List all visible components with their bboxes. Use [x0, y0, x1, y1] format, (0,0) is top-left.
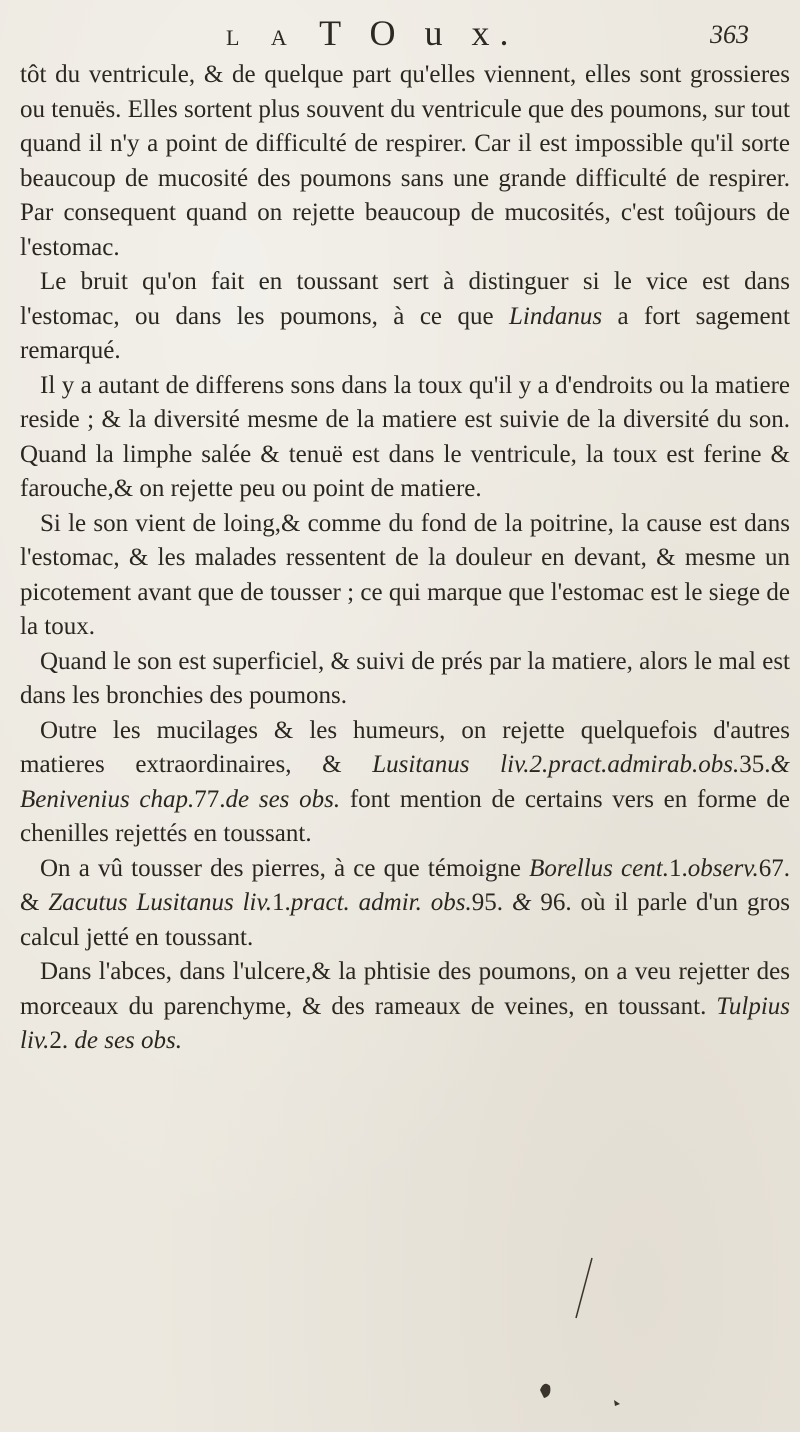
text-run: 67. & [20, 854, 790, 916]
ink-marks [530, 1240, 650, 1420]
paragraph [20, 852, 790, 956]
paragraph [20, 265, 790, 369]
italic-citation: pract. admir. obs. [290, 889, 472, 916]
running-title [226, 12, 519, 54]
italic-citation: Lusitanus liv.2.pract.admirab.obs. [372, 751, 740, 778]
italic-citation: Benivenius chap. [20, 785, 195, 813]
text-run: tôt du ventricule, & de quelque part qu'elles viennent, elles sont grossieres ou tenuës. Elles sortent plus souvent du ventricule que des poumons, sur tout quand il n'y a point de difficulté de respirer. Car il est impossible qu'il sorte beaucoup de mucosité des poumons sans une grande difficulté de respirer. Par consequent quand on rejette beaucoup de mucosités, c'est toûjours de l'estomac. [20, 61, 790, 261]
text-run: Dans l'abces, dans l'ulcere,& la phtisie des poumons, on a veu rejetter des morceaux du parenchyme, & des rameaux de veines, en toussant. [20, 958, 790, 1020]
text-run: Si le son vient de loing,& comme du fond de la poitrine, la cause est dans l'estomac, & les malades ressentent de la douleur en devant, & mesme un picotement avant que de tousser ; ce qui marque que l'estomac est le siege de la toux. [20, 509, 790, 640]
italic-citation: Lindanus [509, 302, 603, 330]
italic-citation: de ses obs. [225, 785, 341, 813]
paragraph [20, 507, 790, 645]
paragraph [20, 369, 790, 507]
text-run: 1. [668, 854, 688, 882]
italic-citation: & [511, 889, 532, 916]
text-run: On a vû tousser des pierres, à ce que témoigne [40, 854, 530, 882]
italic-citation: & [770, 751, 790, 778]
text-run: 35. [739, 751, 771, 778]
text-run: a fort sagement remarqué. [20, 302, 790, 364]
italic-citation: observ. [687, 854, 759, 882]
body-text [20, 58, 790, 1059]
ink-blot [540, 1384, 550, 1398]
italic-citation: Borellus cent. [529, 854, 669, 882]
page-header [0, 8, 800, 58]
page-number: 363 [710, 20, 749, 49]
ink-dot [614, 1400, 620, 1406]
italic-citation: Tulpius liv. [20, 992, 790, 1054]
text-run: 96. où il parle d'un gros calcul jetté en toussant. [20, 889, 791, 951]
text-run: 2. [49, 1027, 75, 1054]
italic-citation: Zacutus Lusitanus liv. [48, 889, 272, 916]
text-run: Le bruit qu'on fait en toussant sert à distinguer si le vice est dans l'estomac, ou dans les poumons, à ce que [20, 268, 790, 330]
running-title-word: T O u x. [319, 13, 519, 53]
running-title-article: L A [226, 25, 301, 50]
text-run: Quand le son est superficiel, & suivi de prés par la matiere, alors le mal est dans les bronchies des poumons. [20, 647, 790, 709]
ink-stroke [576, 1258, 592, 1318]
paragraph [20, 645, 790, 714]
paragraph [20, 58, 790, 265]
italic-citation: de ses obs. [74, 1027, 183, 1054]
text-run: 95. [471, 889, 512, 916]
text-run: 77. [194, 785, 226, 813]
text-run: Il y a autant de differens sons dans la toux qu'il y a d'endroits ou la matiere reside ; & la diversité mesme de la matiere est suivie de la diversité du son. Quand la limphe salée & tenuë est dans le ventricule, la toux est ferine & farouche,& on rejette peu ou point de matiere. [20, 371, 790, 502]
paragraph [20, 955, 790, 1059]
text-run: Outre les mucilages & les humeurs, on rejette quelquefois d'autres matieres extraordinaires, & [20, 716, 790, 778]
text-run: 1. [272, 889, 291, 916]
text-run: font mention de certains vers en forme de chenilles rejettés en toussant. [20, 785, 790, 847]
paragraph [20, 714, 790, 852]
